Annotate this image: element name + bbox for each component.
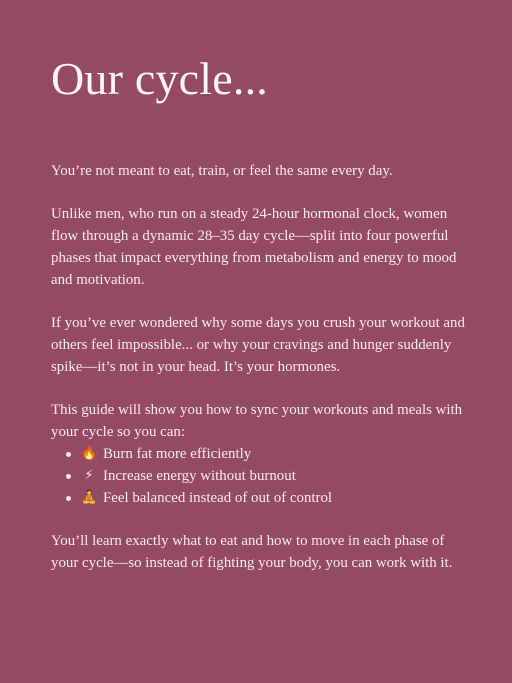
list-item [51,465,468,487]
fire-icon: 🔥 [81,446,98,461]
guide-intro-paragraph: This guide will show you how to sync your workouts and meals with your cycle so you can: [51,402,463,440]
person-meditating-icon: 🧘 [81,490,98,505]
bullet-dot-icon [66,496,71,501]
cycle-explanation-paragraph: Unlike men, who run on a steady 24-hour hormonal clock, women flow through a dynamic 28–35 day cycle—split into four powerful phases that impact everything from metabolism and energy to mood and motivation. [51,206,457,288]
closing-paragraph: You’ll learn exactly what to eat and how to move in each phase of your cycle—so instead of fighting your body, you can work with it. [51,533,453,571]
list-item [51,443,468,465]
bullet-dot-icon [66,452,71,457]
bullet-text: Increase energy without burnout [103,468,296,484]
content [51,160,468,574]
bullet-text: Burn fat more efficiently [103,446,252,462]
hormones-paragraph: If you’ve ever wondered why some days you crush your workout and others feel impossible... or why your cravings and hunger suddenly spike—it’s not in your head. It’s your hormones. [51,315,465,375]
bullet-text: Feel balanced instead of out of control [103,490,333,506]
lightning-icon: ⚡ [84,468,94,483]
page-title: Our cycle... [51,53,268,104]
intro-paragraph: You’re not meant to eat, train, or feel the same every day. [51,163,393,179]
list-item [51,487,468,509]
benefits-list [51,443,468,509]
bullet-dot-icon [66,474,71,479]
